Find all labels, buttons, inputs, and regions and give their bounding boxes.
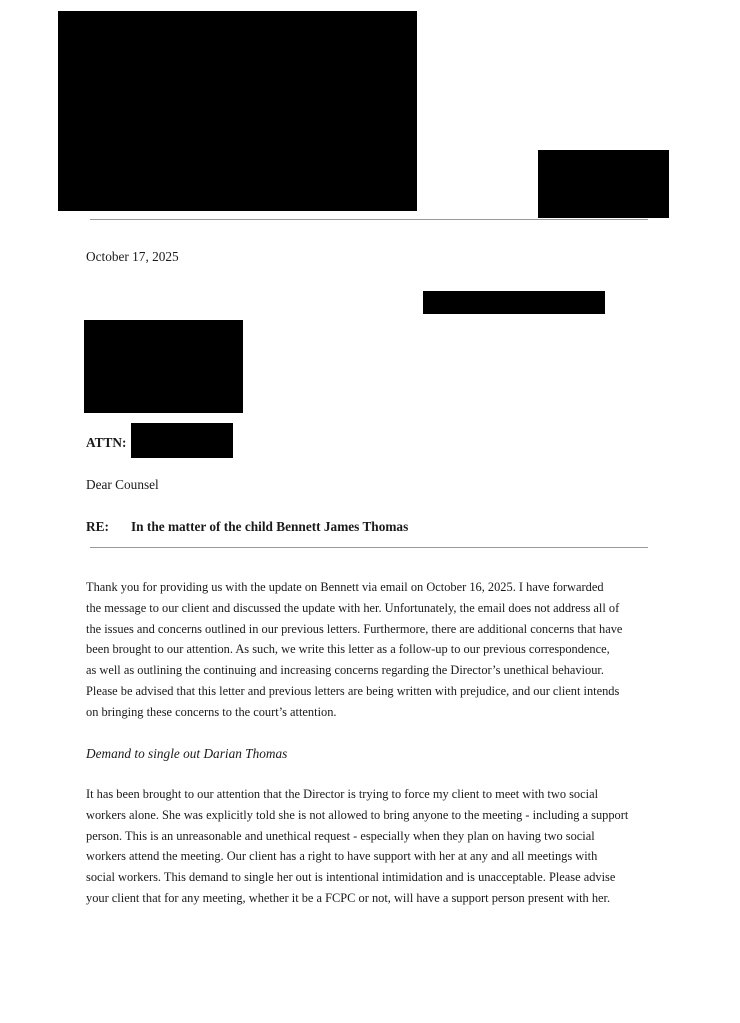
section-heading: Demand to single out Darian Thomas <box>86 746 288 761</box>
re-divider <box>90 547 648 548</box>
redacted-attn-name <box>131 423 233 458</box>
header-divider <box>90 219 648 220</box>
paragraph-line: your client that for any meeting, whether it be a FCPC or not, will have a support person present with her. <box>86 890 611 905</box>
redacted-letterhead-block <box>58 11 417 211</box>
paragraph-line: workers alone. She was explicitly told she is not allowed to bring anyone to the meeting - including a support <box>86 807 629 822</box>
paragraph-line: social workers. This demand to single her out is intentional intimidation and is unacceptable. Please advise <box>86 870 616 885</box>
paragraph-line: workers attend the meeting. Our client has a right to have support with her at any and all meetings with <box>86 849 598 864</box>
re-subject: In the matter of the child Bennett James Thomas <box>131 519 409 534</box>
paragraph-line: as well as outlining the continuing and increasing concerns regarding the Director’s unethical behaviour. <box>86 663 604 678</box>
paragraph-line: Please be advised that this letter and previous letters are being written with prejudice, and our client intends <box>86 683 620 698</box>
paragraph-line: It has been brought to our attention that the Director is trying to force my client to meet with two social <box>86 787 599 801</box>
body-paragraph-2 <box>86 784 658 909</box>
paragraph-line: person. This is an unreasonable and unethical request - especially when they plan on having two social <box>86 828 595 843</box>
letter-date: October 17, 2025 <box>86 249 179 264</box>
redacted-letterhead-logo <box>538 150 669 218</box>
body-paragraph-1 <box>86 577 658 723</box>
redacted-recipient-address <box>84 320 243 413</box>
paragraph-line: been brought to our attention. As such, we write this letter as a follow-up to our previous correspondence, <box>86 642 610 657</box>
redacted-reference <box>423 291 605 314</box>
paragraph-line: the message to our client and discussed the update with her. Unfortunately, the email does not address all of <box>86 600 620 615</box>
salutation: Dear Counsel <box>86 477 159 492</box>
attn-label: ATTN: <box>86 435 127 450</box>
paragraph-line: Thank you for providing us with the update on Bennett via email on October 16, 2025. I have forwarded <box>86 580 604 594</box>
paragraph-line: the issues and concerns outlined in our previous letters. Furthermore, there are additional concerns that have <box>86 621 623 636</box>
re-label: RE: <box>86 519 109 534</box>
paragraph-line: on bringing these concerns to the court’s attention. <box>86 704 337 719</box>
